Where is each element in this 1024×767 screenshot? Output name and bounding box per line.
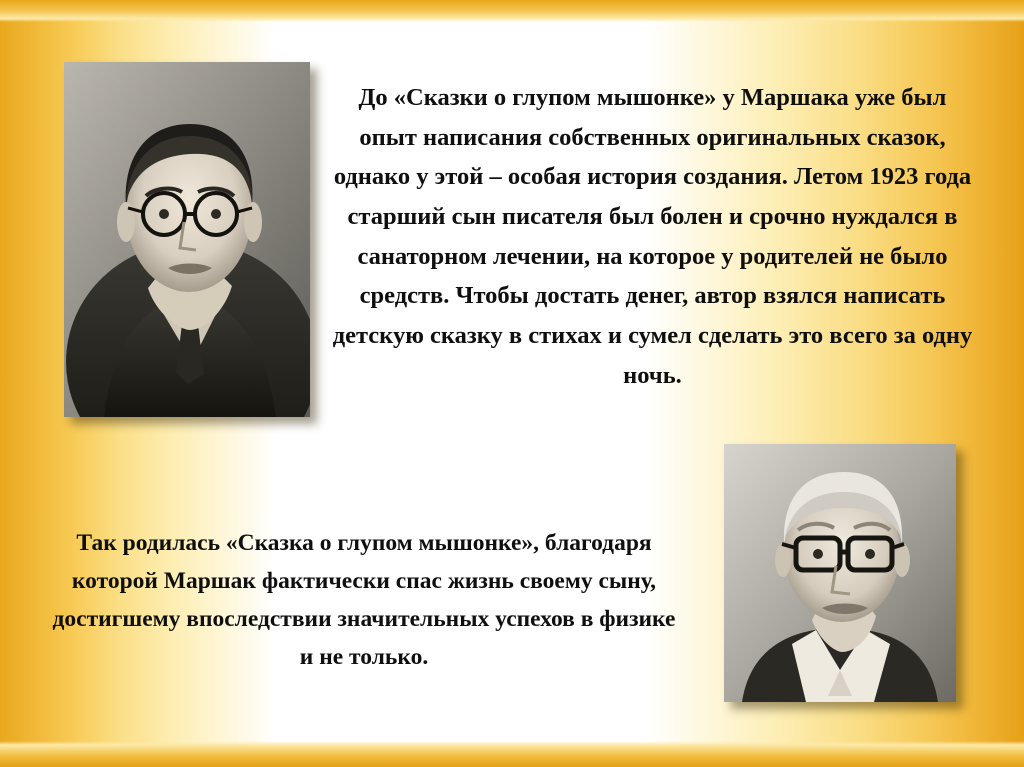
portrait-young-man-glasses-image: [64, 62, 310, 417]
paragraph-story-origin: До «Сказки о глупом мышонке» у Маршака уже был опыт написания собственных оригинальных сказок, однако у этой – особая история создания. Летом 1923 года старший сын писателя был болен и срочно нуждался в санаторном лечении, на которое у родителей не было средств. Чтобы достать денег, автор взялся написать детскую сказку в стихах и сумел сделать это всего за одну ночь.: [332, 84, 973, 389]
paragraph-story-outcome: Так родилась «Сказка о глупом мышонке», благодаря которой Маршак фактически спас жизнь своему сыну, достигшему впоследствии значительных успехов в физике и не только.: [52, 530, 676, 671]
portrait-elderly-man-glasses-graphic: [724, 444, 956, 702]
portrait-young-man-glasses-graphic: [64, 62, 310, 417]
portrait-elderly-man-glasses-image: [724, 444, 956, 702]
